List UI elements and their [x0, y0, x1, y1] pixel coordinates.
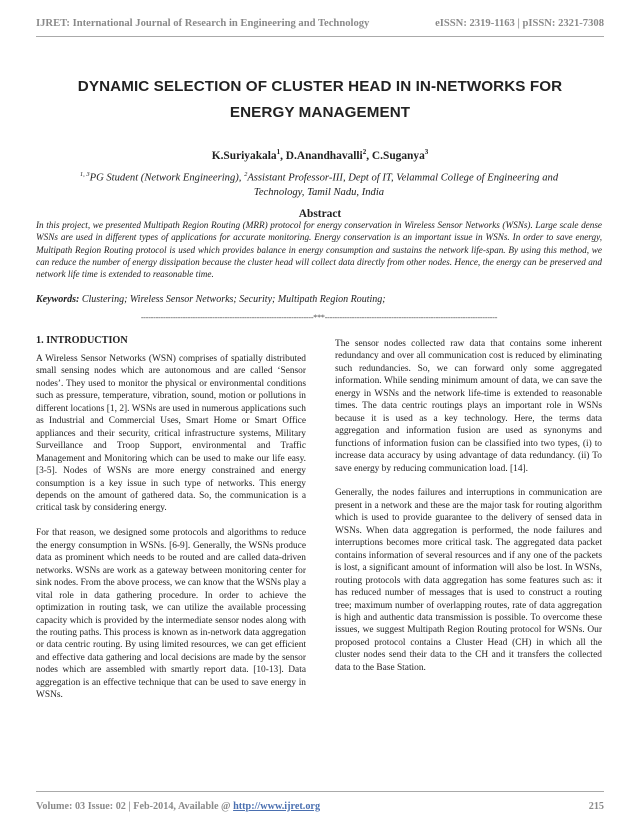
title-line-1: DYNAMIC SELECTION OF CLUSTER HEAD IN IN-NETWORKS FOR — [77, 78, 563, 95]
keywords-label: Keywords: — [36, 294, 80, 305]
header-rule — [36, 36, 604, 37]
abstract-heading: Abstract — [298, 208, 342, 220]
page-number: 215 — [588, 800, 604, 812]
left-column — [36, 334, 306, 714]
affiliation-part-1: PG Student (Network Engineering), — [89, 172, 245, 184]
title-line-2: ENERGY MANAGEMENT — [229, 104, 411, 121]
intro-paragraph-2: For that reason, we designed some protocols and algorithms to reduce the energy consumption in WSNs. [6-9]. Generally, the WSNs produce data as prominent which needs to be routed and are called data-driven networks. WSNs are work as a gateway between monitoring center for sink nodes. From the above process, we can know that the WSNs play a vital role in data gathering procedure. In order to achieve the optimization in routing task, we can utilize the available processing capacity which is provided by the intermediate sensor nodes along with the routing paths. This process is known as in-network data aggregation or data centric routing. By using limited resources, we can get efficient and effective data gathering and local decisions are made by the sensor nodes which are assembled with smartly report data. [10-13]. Data aggregation is an effective technique that can be used to save energy in WSNs. — [36, 528, 306, 701]
right-column — [335, 338, 602, 687]
author-1-sup: 1 — [276, 148, 281, 156]
abstract-text: In this project, we presented Multipath Region Routing (MRR) protocol for energy conservation in Wireless Sensor Networks (WSNs). Large scale dense WSNs are used in different types of applications for accurate monitoring. Energy conservation is an important issue in WSNs. In order to save energy, Multipath Region Routing protocol is used which provides balance in energy consumption and sustains the network life-span. By using this method, we can reduce the number of energy dissipation because the cluster head will collect data directly from other nodes. Hence, the energy can be preserved and network life time is extended to reasonable time. — [36, 220, 602, 280]
affiliation-part-2: Assistant Professor-III, Dept of IT, Velammal College of Engineering and Technology, Tamil Nadu, India — [247, 172, 559, 198]
keywords-text: Clustering; Wireless Sensor Networks; Security; Multipath Region Routing; — [81, 294, 386, 305]
section-separator: ----------------------------------------------------------------------***---------------------------------------------------------------------- — [140, 313, 498, 322]
journal-link[interactable]: http://www.ijret.org — [233, 800, 321, 812]
introduction-heading: 1. INTRODUCTION — [36, 335, 128, 346]
paper-title — [36, 74, 604, 126]
keywords — [36, 293, 602, 306]
running-header — [36, 12, 604, 34]
author-2-sup: 2 — [362, 148, 367, 156]
author-3: C.Suganya — [371, 149, 425, 162]
volume-text: Volume: 03 Issue: 02 | Feb-2014, Available @ — [36, 800, 234, 812]
affiliation-sup-2: 2 — [244, 171, 248, 178]
author-2: D.Anandhavalli — [285, 149, 363, 162]
running-footer — [36, 798, 604, 814]
affiliation — [56, 168, 582, 200]
volume-info — [36, 801, 320, 812]
author-list: K.Suriyakala$^1$, D.Anandhavalli$^2$, C.Suganya$^3$ — [211, 148, 429, 162]
intro-paragraph-1: A Wireless Sensor Networks (WSN) comprises of spatially distributed small sensing nodes which are autonomous and are called ‘Sensor nodes’. They used to monitor the physical or environmental conditions such as pressure, temperature, vibration, sound, motion or pollutions in different locations [1, 2]. WSNs are used in numerous applications such as Industrial and Commercial Uses, Smart Home or Smart Office appliances and their security, critical infrastructure systems, Military Surveillance and Troop Support, environmental and Traffic Management and Monitoring which can be used to make our life easy. [3-5]. Nodes of WSNs are more energy constrained and energy consumption is a key issue in such type of networks. This energy depends on the amount of gathered data. So, the communication is a critical task by considering energy. — [36, 354, 306, 514]
author-1: K.Suriyakala — [211, 149, 277, 162]
intro-paragraph-4: Generally, the nodes failures and interruptions in communication are present in a network and these are the major task for routing algorithm which is used to provide guarantee to the delivery of sensed data in WSNs. When data aggregation is performed, the node failures and interruptions becomes more critical task. The aggregated data packet contains information of several resources and if any one of the packets is lost, a significant amount of information will also be lost. In WSNs, routing protocols with data aggregation has some features such as: it has reduced number of messages that is used to construct a routing tree; maximum number of overlapping routes, rate of data aggregation is high and authentic data transmission is possible. To overcome these issues, we suggest Multipath Region Routing protocol for WSNs. Our proposed protocol contains a Cluster Head (CH) in which all the cluster nodes send their data to the CH and it transfers the collected data to the Base Station. — [335, 488, 602, 673]
issn-info: eISSN: 2319-1163 | pISSN: 2321-7308 — [435, 17, 604, 29]
affiliation-sup-1: 1, 3 — [79, 171, 90, 178]
author-3-sup: 3 — [424, 148, 429, 156]
journal-name: IJRET: International Journal of Research in Engineering and Technology — [36, 17, 370, 29]
footer-rule — [36, 791, 604, 792]
intro-paragraph-3: The sensor nodes collected raw data that contains some inherent redundancy and over all communication cost is reduced by eliminating such redundancies. So, we can forward only some aggregated information. While sending minimum amount of data, we can save the energy in WSNs and the network life-time is extended to reasonable times. The data centric routings plays an important role in WSNs because it is used as a key technology. Here, the terms data aggregation and information fusion are used as synonyms and functions of information fusion can be classified into two types, (i) to increase data accuracy by using advantage of data redundancy. (ii) To save energy by reducing communication load. [14]. — [335, 339, 602, 474]
